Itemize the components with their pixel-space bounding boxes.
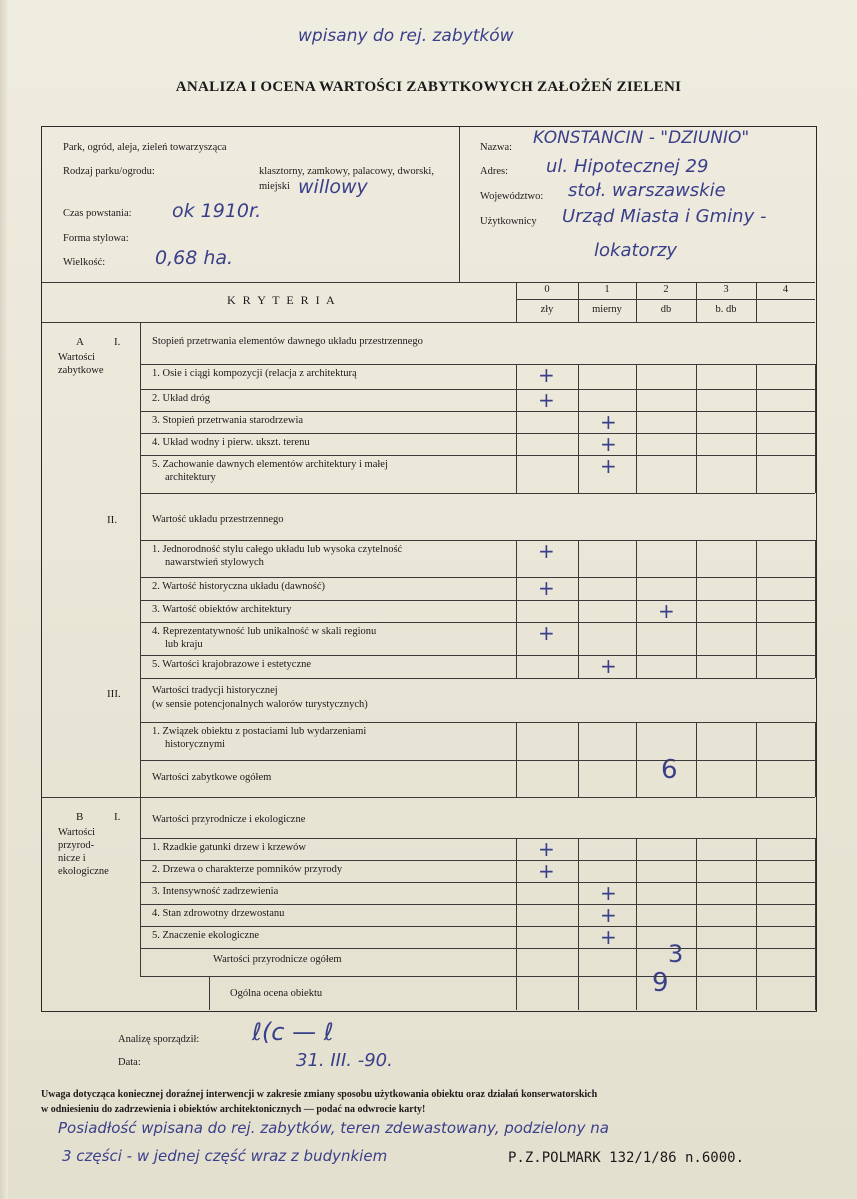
forma-label: Forma stylowa: — [63, 233, 129, 244]
group3-title-2: (w sensie potencjonalnych walorów turystycznych) — [152, 699, 368, 710]
section-b-name-3: nicze i — [58, 853, 86, 864]
a3-item-1-cont: historycznymi — [165, 739, 226, 750]
b1-item-4: 4. Stan zdrowotny drzewostanu — [152, 908, 285, 919]
czas-value: ok 1910r. — [172, 200, 262, 222]
uzytkownicy-value-line1: Urząd Miasta i Gminy - — [562, 206, 767, 227]
uwaga-line-2: w odniesieniu do zadrzewienia i obiektów architektonicznych — podać na odwrocie karty! — [41, 1104, 426, 1115]
analize-label: Analizę sporządził: — [118, 1034, 200, 1045]
park-label: Park, ogród, aleja, zieleń towarzysząca — [63, 142, 227, 153]
author-signature: ℓ(c — ℓ — [252, 1018, 334, 1046]
b1-item-3: 3. Intensywność zadrzewienia — [152, 886, 279, 897]
a2-item-4-cont: lub kraju — [165, 639, 203, 650]
a1-item-2: 2. Układ dróg — [152, 393, 211, 404]
section-b-name-4: ekologiczne — [58, 866, 109, 877]
handwritten-note-line1: Posiadłość wpisana do rej. zabytków, teren zdewastowany, podzielony na — [58, 1119, 609, 1137]
rodzaj-label: Rodzaj parku/ogrodu: — [63, 166, 155, 177]
a3-item-1: 1. Związek obiektu z postaciami lub wydarzeniami — [152, 726, 367, 737]
a2-item-3: 3. Wartość obiektów architektury — [152, 604, 292, 615]
group2-roman: II. — [107, 514, 118, 526]
a2-mark-2: + — [538, 576, 555, 600]
a2-mark-5: + — [600, 654, 617, 678]
a2-item-2: 2. Wartość historyczna układu (dawność) — [152, 581, 326, 592]
b1-item-1: 1. Rzadkie gatunki drzew i krzewów — [152, 842, 306, 853]
nazwa-value: KONSTANCIN - "DZIUNIO" — [533, 128, 750, 148]
overall-value: 9 — [652, 968, 669, 998]
wojewodztwo-value: stoł. warszawskie — [568, 180, 726, 201]
uwaga-line-1: Uwaga dotycząca koniecznej doraźnej interwencji w zakresie zmiany sposobu użytkowania obiektu oraz działań konserwatorskich — [41, 1089, 598, 1100]
section-b-group-title: Wartości przyrodnicze i ekologiczne — [152, 814, 306, 825]
uzytkownicy-value-line2: lokatorzy — [594, 240, 678, 261]
data-label: Data: — [118, 1057, 141, 1068]
score-header-3: 3 — [723, 284, 729, 295]
a2-item-1-cont: nawarstwień stylowych — [165, 557, 264, 568]
b1-mark-1: + — [538, 837, 555, 861]
score-label-0: zły — [540, 304, 554, 315]
a2-item-4: 4. Reprezentatywność lub unikalność w skali regionu — [152, 626, 377, 637]
overall-label: Ogólna ocena obiektu — [230, 988, 323, 999]
b1-mark-3: + — [600, 881, 617, 905]
section-b-name-1: Wartości — [58, 827, 96, 838]
adres-label: Adres: — [480, 166, 508, 177]
section-a-total-label: Wartości zabytkowe ogółem — [152, 772, 272, 783]
uzytkownicy-label: Użytkownicy — [480, 216, 537, 227]
a1-mark-3: + — [600, 410, 617, 434]
section-b-letter: B — [76, 811, 84, 823]
group3-roman: III. — [107, 688, 121, 700]
adres-value: ul. Hipotecznej 29 — [546, 156, 709, 177]
a2-mark-1: + — [538, 539, 555, 563]
b1-item-2: 2. Drzewa o charakterze pomników przyrody — [152, 864, 343, 875]
data-value: 31. III. -90. — [296, 1050, 393, 1071]
section-b-total-label: Wartości przyrodnicze ogółem — [213, 954, 342, 965]
section-a-total-value: 6 — [661, 755, 678, 785]
czas-label: Czas powstania: — [63, 208, 132, 219]
wielkosc-value: 0,68 ha. — [155, 247, 234, 269]
a1-item-4: 4. Układ wodny i pierw. ukszt. terenu — [152, 437, 310, 448]
wojewodztwo-label: Województwo: — [480, 191, 544, 202]
score-label-1: mierny — [592, 304, 622, 315]
page-fold-shadow — [0, 0, 8, 1199]
section-b-roman: I. — [114, 811, 121, 823]
rodzaj-options-line2: miejski — [259, 181, 290, 192]
rodzaj-options-line1: klasztorny, zamkowy, palacowy, dworski, — [259, 166, 434, 177]
group2-title: Wartość układu przestrzennego — [152, 514, 284, 525]
wielkosc-label: Wielkość: — [63, 257, 106, 268]
section-a-name-2: zabytkowe — [58, 365, 104, 376]
section-b-total-value: 3 — [668, 940, 684, 968]
handwritten-top-note: wpisany do rej. zabytków — [298, 26, 514, 46]
a2-item-1: 1. Jednorodność stylu całego układu lub wysoka czytelność — [152, 544, 403, 555]
a2-mark-4: + — [538, 621, 555, 645]
a2-mark-3: + — [658, 599, 675, 623]
b1-item-5: 5. Znaczenie ekologiczne — [152, 930, 259, 941]
group1-title: Stopień przetrwania elementów dawnego układu przestrzennego — [152, 336, 423, 347]
score-label-2: db — [660, 304, 672, 315]
section-a-letter: A — [76, 336, 84, 348]
rodzaj-value: willowy — [298, 176, 368, 198]
handwritten-note-line2: 3 części - w jednej część wraz z budynkiem — [62, 1147, 388, 1165]
score-header-0: 0 — [544, 284, 550, 295]
section-a-name-1: Wartości — [58, 352, 96, 363]
b1-mark-2: + — [538, 859, 555, 883]
kryteria-label: K R Y T E R I A — [227, 293, 337, 307]
a1-mark-5: + — [600, 454, 617, 478]
score-header-4: 4 — [782, 284, 789, 295]
score-label-3: b. db — [715, 304, 737, 315]
group3-title-1: Wartości tradycji historycznej — [152, 685, 278, 696]
a1-item-5: 5. Zachowanie dawnych elementów architektury i małej — [152, 459, 388, 470]
a1-mark-2: + — [538, 388, 555, 412]
a1-mark-1: + — [538, 363, 555, 387]
b1-mark-5: + — [600, 925, 617, 949]
nazwa-label: Nazwa: — [480, 142, 513, 153]
score-header-2: 2 — [663, 284, 669, 295]
section-a-roman: I. — [114, 336, 121, 348]
section-b-name-2: przyrod- — [58, 840, 95, 851]
a1-item-1: 1. Osie i ciągi kompozycji (relacja z architekturą — [152, 368, 357, 379]
a1-item-3: 3. Stopień przetrwania starodrzewia — [152, 415, 304, 426]
score-header-1: 1 — [604, 284, 610, 295]
a1-item-5-cont: architektury — [165, 472, 216, 483]
printer-imprint: P.Z.POLMARK 132/1/86 n.6000. — [508, 1150, 745, 1166]
page-title: ANALIZA I OCENA WARTOŚCI ZABYTKOWYCH ZAŁOŻEŃ ZIELENI — [175, 79, 682, 95]
a2-item-5: 5. Wartości krajobrazowe i estetyczne — [152, 659, 312, 670]
a1-mark-4: + — [600, 432, 617, 456]
category-column-divider — [140, 322, 141, 976]
b1-mark-4: + — [600, 903, 617, 927]
